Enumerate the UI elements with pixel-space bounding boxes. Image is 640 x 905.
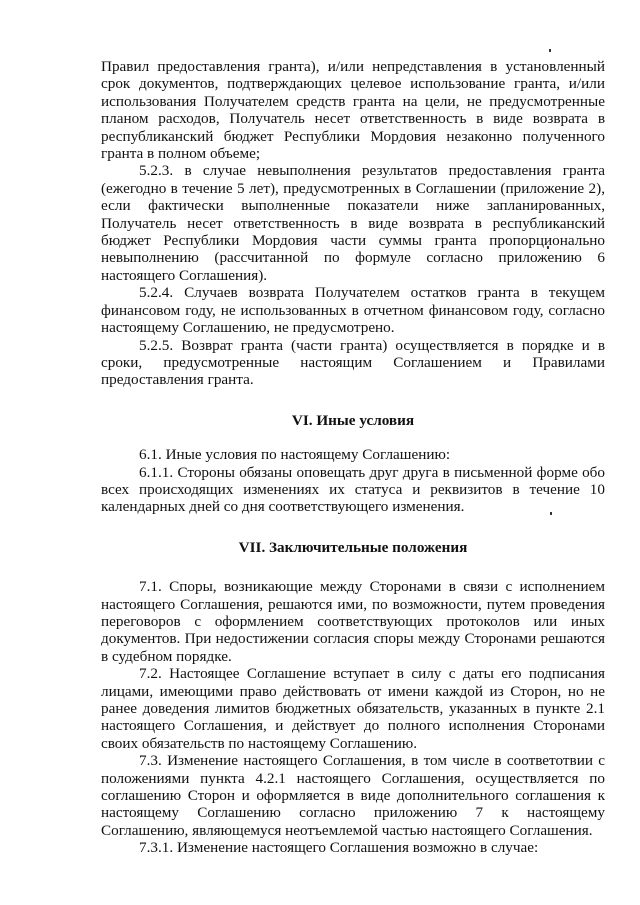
document-body bbox=[101, 58, 605, 857]
paragraph-7-2: 7.2. Настоящее Соглашение вступает в силу с даты его подписания лицами, имеющими право действовать от имени каждой из Сторон, но не ранее доведения лимитов бюджетных обязательств, указанных в пункте 2.1 настоящего Соглашения, и действует до полного исполнения Сторонами своих обязательств по настоящему Соглашению. bbox=[101, 665, 605, 752]
paragraph-5-2-4: 5.2.4. Случаев возврата Получателем остатков гранта в текущем финансовом году, не использованных в отчетном финансовом году, согласно настоящему Соглашению, не предусмотрено. bbox=[101, 284, 605, 337]
scan-speck bbox=[549, 49, 551, 52]
paragraph-5-2-5: 5.2.5. Возврат гранта (части гранта) осуществляется в порядке и в сроки, предусмотренные настоящим Соглашением и Правилами предоставления гранта. bbox=[101, 336, 605, 389]
paragraph-7-1: 7.1. Споры, возникающие между Сторонами в связи с исполнением настоящего Соглашения, решаются ими, по возможности, путем проведения переговоров с оформлением соответствующих протоколов или иных документов. При недостижении согласия споры между Сторонами решаются в судебном порядке. bbox=[101, 578, 605, 665]
section-6-heading: VI. Иные условия bbox=[291, 411, 415, 429]
section-7-heading: VII. Заключительные положения bbox=[238, 538, 468, 556]
paragraph-6-1-1: 6.1.1. Стороны обязаны оповещать друг друга в письменной форме обо всех происходящих изменениях их статуса и реквизитов в течение 10 календарных дней со дня соответствующего изменения. bbox=[101, 463, 605, 516]
paragraph-6-1: 6.1. Иные условия по настоящему Соглашению: bbox=[139, 446, 451, 464]
paragraph-7-3-1: 7.3.1. Изменение настоящего Соглашения возможно в случае: bbox=[139, 839, 539, 857]
paragraph-7-3: 7.3. Изменение настоящего Соглашения, в том числе в соответотвии с положениями пункта 4.2.1 настоящего Соглашения, осуществляется по соглашению Сторон и оформляется в виде дополнительного соглашения к настоящему Соглашению согласно приложению 7 к настоящему Соглашению, являющемуся неотъемлемой частью настоящего Соглашения. bbox=[101, 752, 605, 839]
paragraph-5-2-3: 5.2.3. в случае невыполнения результатов предоставления гранта (ежегодно в течение 5 лет), предусмотренных в Соглашении (приложение 2), если фактически выполненные показатели ниже запланированных, Получатель несет ответственность в виде возврата в республиканский бюджет Республики Мордовия части суммы гранта пропорционально невыполнению (рассчитанной по формуле согласно приложению 6 настоящего Соглашения). bbox=[101, 162, 605, 284]
paragraph-continuation: Правил предоставления гранта), и/или непредставления в установленный срок документов, подтверждающих целевое использование гранта, и/или использования Получателем средств гранта на цели, не предусмотренные планом расходов, Получатель несет ответственность в виде возврата в республиканский бюджет Республики Мордовия незаконно полученного гранта в полном объеме; bbox=[101, 58, 605, 163]
